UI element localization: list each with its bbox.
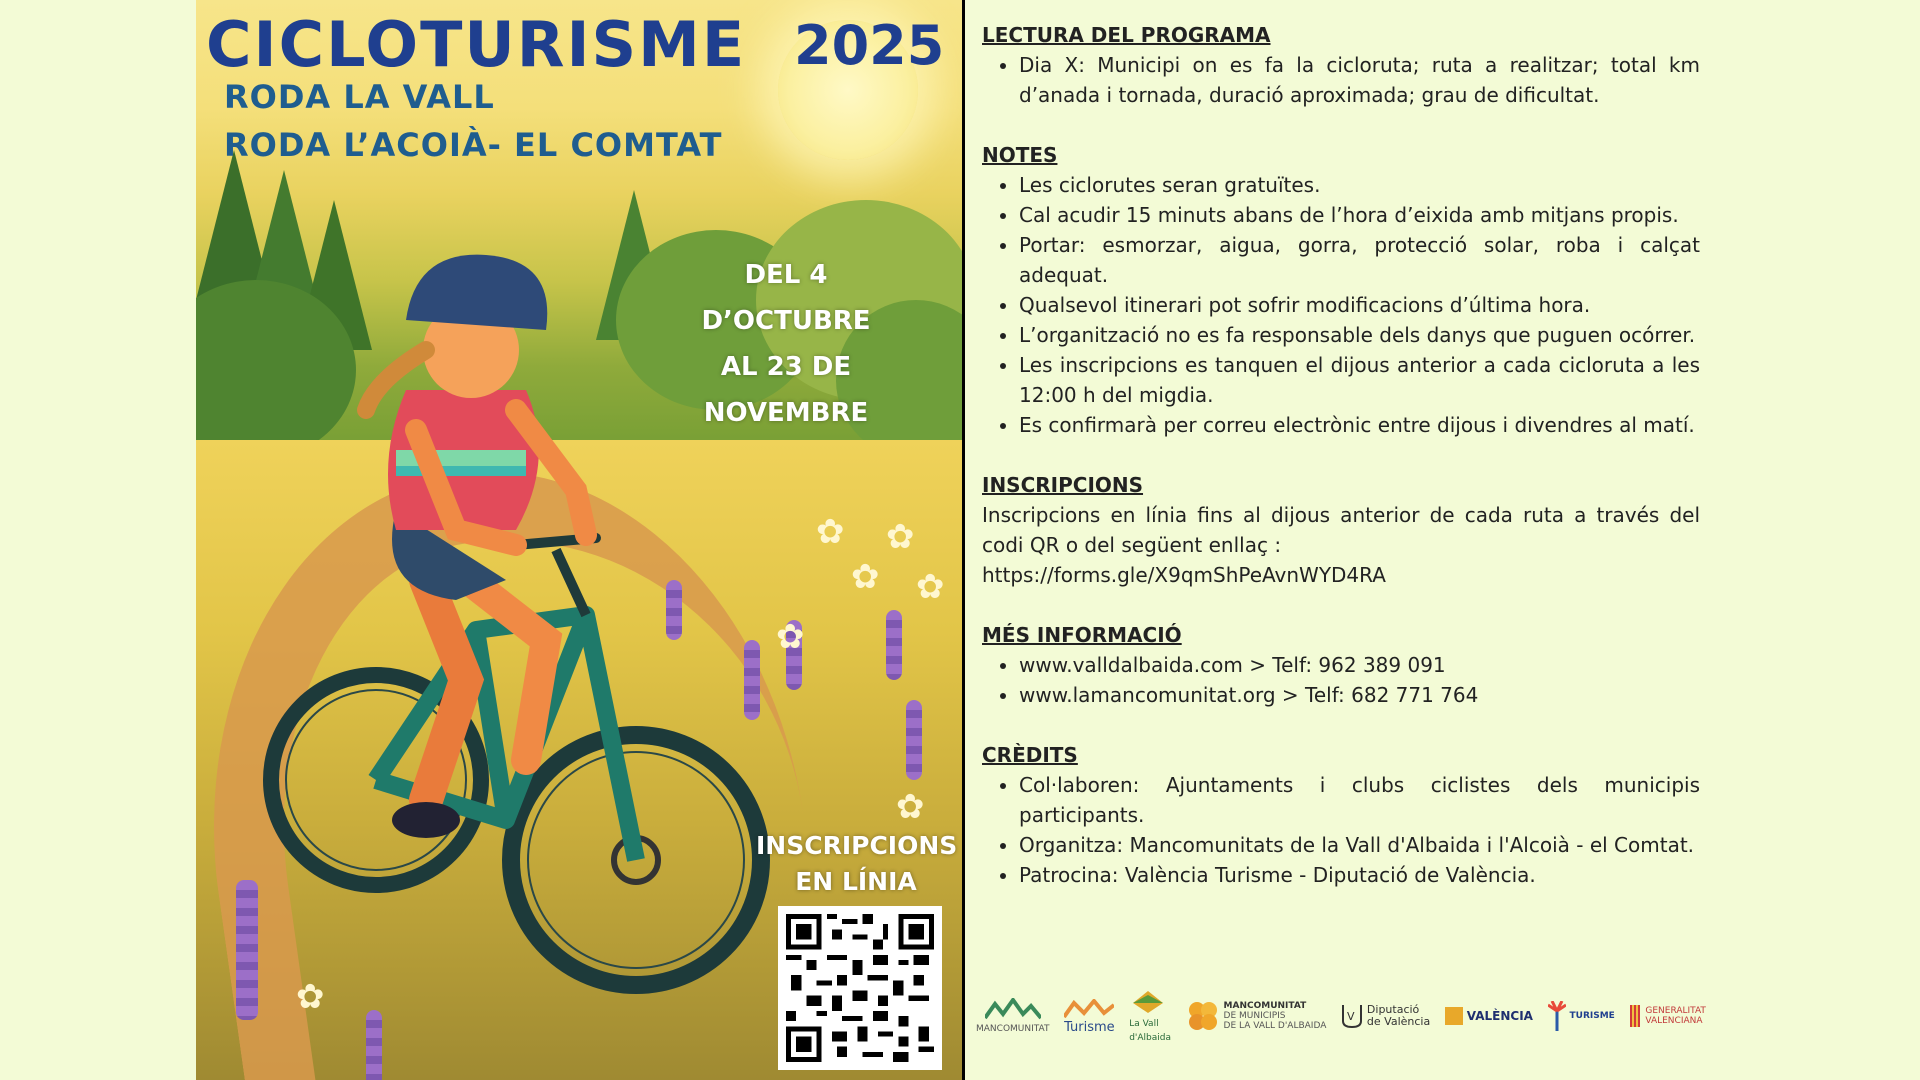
list-item: • Portar: esmorzar, aigua, gorra, protecció solar, roba i calçat adequat.	[1019, 230, 1700, 290]
logo-text: DE MUNICIPIS	[1223, 1011, 1286, 1021]
daisy-illustration: ✿	[816, 512, 845, 552]
info-link-lamancomunitat[interactable]: • www.lamancomunitat.org > Telf: 682 771 764	[1019, 680, 1700, 710]
mountains-logo-icon	[1064, 999, 1114, 1019]
list-notes	[982, 170, 1700, 440]
logo-text-group	[1367, 1004, 1430, 1028]
section-programa	[982, 20, 1700, 110]
logo-diputacio	[1341, 1003, 1430, 1029]
section-inscripcions	[982, 470, 1700, 590]
logo-text: MANCOMUNITAT	[1223, 1001, 1307, 1011]
poster-inscriptions	[756, 828, 956, 900]
divider	[962, 0, 965, 1080]
poster-year: 2025	[794, 14, 945, 77]
list-item: • Qualsevol itinerari pot sofrir modificacions d’última hora.	[1019, 290, 1700, 320]
info-link-valldalbaida[interactable]: • www.valldalbaida.com > Telf: 962 389 091	[1019, 650, 1700, 680]
daisy-illustration: ✿	[296, 977, 325, 1017]
sponsor-logos	[976, 990, 1706, 1042]
section-credits	[982, 740, 1700, 890]
lavender-illustration	[906, 700, 922, 780]
inscriptions-line-2: EN LÍNIA	[795, 867, 917, 896]
daisy-illustration: ✿	[916, 567, 945, 607]
logo-text: Diputació	[1366, 1003, 1420, 1016]
daisy-illustration: ✿	[851, 557, 880, 597]
lavender-illustration	[886, 610, 902, 680]
section-notes	[982, 140, 1700, 440]
dates-line-3: NOVEMBRE	[703, 398, 869, 428]
daisy-illustration: ✿	[776, 617, 805, 657]
logo-mancomunitat-vall	[1186, 999, 1327, 1033]
poster-subtitle-2: RODA L’ACOIÀ- EL COMTAT	[224, 126, 723, 164]
list-item: • Les inscripcions es tanquen el dijous anterior a cada cicloruta a les 12:00 h del migdia.	[1019, 350, 1700, 410]
qr-code-icon	[786, 914, 934, 1062]
program-panel	[982, 20, 1700, 920]
heading-notes: NOTES	[982, 143, 1058, 167]
dates-line-1: DEL 4 D’OCTUBRE	[701, 260, 871, 336]
vall-logo-icon	[1129, 989, 1167, 1015]
list-programa	[982, 50, 1700, 110]
heading-inscripcions: INSCRIPCIONS	[982, 473, 1144, 497]
logo-text: MANCOMUNITAT	[976, 1024, 1050, 1034]
list-item: • Es confirmarà per correu electrònic entre dijous i divendres al matí.	[1019, 410, 1700, 440]
list-credits	[982, 770, 1700, 890]
daisy-illustration: ✿	[896, 787, 925, 827]
logo-text: VALENCIANA	[1645, 1016, 1703, 1026]
logo-turisme-alcoia	[1064, 999, 1115, 1033]
svg-text:V: V	[1346, 1010, 1355, 1023]
diputacio-logo-icon	[1341, 1003, 1363, 1029]
logo-text: TURISME	[1569, 1011, 1615, 1021]
list-item: • Organitza: Mancomunitats de la Vall d'Albaida i l'Alcoià - el Comtat.	[1019, 830, 1700, 860]
logo-text: d'Albaida	[1129, 1033, 1172, 1043]
logo-text-group	[1224, 1001, 1327, 1031]
logo-text: Turisme	[1064, 1020, 1115, 1035]
daisy-illustration: ✿	[886, 517, 915, 557]
heading-credits: CRÈDITS	[982, 743, 1078, 767]
lavender-illustration	[236, 880, 258, 1020]
logo-mancomunitat-alcoia	[976, 998, 1050, 1034]
logo-text: de València	[1366, 1015, 1431, 1028]
logo-turisme-cv	[1548, 1001, 1615, 1031]
logo-generalitat	[1629, 1003, 1706, 1029]
logo-text: VALÈNCIA	[1466, 1009, 1533, 1023]
inscriptions-line-1: INSCRIPCIONS	[756, 831, 958, 860]
list-item: • Col·laboren: Ajuntaments i clubs ciclistes dels municipis participants.	[1019, 770, 1700, 830]
logo-vall-albaida	[1129, 989, 1171, 1043]
logo-text: DE LA VALL D'ALBAIDA	[1223, 1021, 1327, 1031]
mountains-logo-icon	[985, 998, 1041, 1020]
palm-logo-icon	[1548, 1001, 1566, 1031]
list-item: • L’organització no es fa responsable dels danys que puguen ocórrer.	[1019, 320, 1700, 350]
list-item: • Les ciclorutes seran gratuïtes.	[1019, 170, 1700, 200]
list-item: • Dia X: Municipi on es fa la cicloruta; ruta a realitzar; total km d’anada i tornada, duració aproximada; grau de dificultat.	[1019, 50, 1700, 110]
list-item: • Patrocina: València Turisme - Diputació de València.	[1019, 860, 1700, 890]
inscripcions-text: Inscripcions en línia fins al dijous anterior de cada ruta a través del codi QR o del següent enllaç :	[982, 503, 1700, 557]
qr-code[interactable]	[778, 906, 942, 1070]
poster-dates	[666, 252, 906, 436]
poster-title: CICLOTURISME	[206, 8, 747, 81]
flower-logo-icon	[1186, 999, 1220, 1033]
section-info	[982, 620, 1700, 710]
poster-subtitle-1: RODA LA VALL	[224, 78, 495, 116]
list-info	[982, 650, 1700, 710]
logo-text: La Vall	[1129, 1019, 1159, 1029]
generalitat-logo-icon	[1629, 1003, 1641, 1029]
heading-programa: LECTURA DEL PROGRAMA	[982, 23, 1271, 47]
inscripcions-link[interactable]: https://forms.gle/X9qmShPeAvnWYD4RA	[982, 563, 1386, 587]
poster-image	[196, 0, 962, 1080]
heading-info: MÉS INFORMACIÓ	[982, 623, 1182, 647]
logo-text: GENERALITAT	[1645, 1006, 1706, 1016]
list-item: • Cal acudir 15 minuts abans de l’hora d’eixida amb mitjans propis.	[1019, 200, 1700, 230]
dates-line-2: AL 23 DE	[720, 352, 852, 382]
logo-text-group	[1645, 1006, 1706, 1026]
valencia-logo-icon	[1445, 1005, 1463, 1027]
logo-valencia-turisme	[1445, 1005, 1533, 1027]
